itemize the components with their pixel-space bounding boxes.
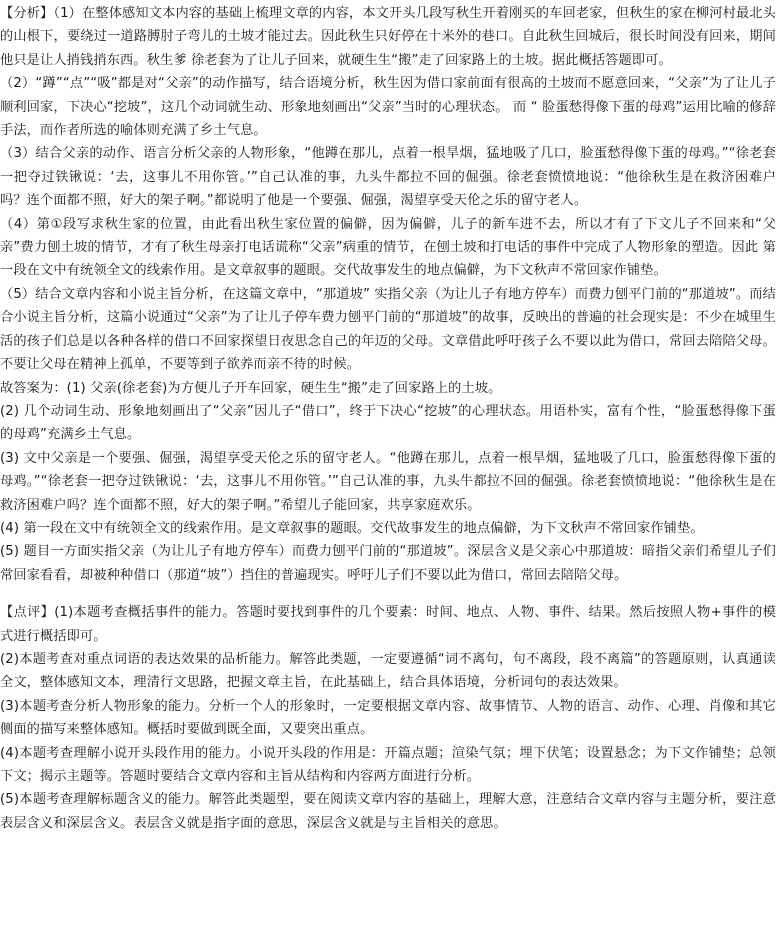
answer-3: (3) 文中父亲是一个要强、倔强，渴望享受天伦之乐的留守老人。“他蹲在那儿，点着一根旱烟，猛地吸了几口，脸蛋愁得像下蛋的母鸡。”“徐老套一把夺过铁锹说：‘去，这事儿不用你管。’”自己认准的事，九头牛都拉不回的倔强。徐老套愤愤地说：“他徐秋生是在救济困难户吗？连个面都不照，好大的架子啊。”希望儿子能回家，共享家庭欢乐。 bbox=[0, 450, 776, 513]
answer-4: (4) 第一段在文中有统领全文的线索作用。是文章叙事的题眼。交代故事发生的地点偏僻，为下文秋声不常回家作铺垫。 bbox=[0, 520, 704, 536]
analysis-paragraph-1: 【分析】（1）在整体感知文本内容的基础上梳理文章的内容，本文开头几段写秋生开着刚买的车回老家，但秋生的家在柳河村最北头的山根下，要绕过一道路膊肘子弯儿的土坡才能过去。因此秋生只好停在十米外的巷口。自此秋生回城后，很长时间没有回来，期间他只是让人捎钱捎东西。秋生爹 徐老套为了让儿子回来，就硬生生“搬”走了回家路上的土坡。据此概括答题即可。 bbox=[0, 6, 776, 68]
comment-5: (5)本题考查理解标题含义的能力。解答此类题型，要在阅读文章内容的基础上，理解大意，注意结合文章内容与主题分析，要注意表层含义和深层含义。表层含义就是指字面的意思，深层含义就是与主旨相关的意思。 bbox=[0, 792, 776, 831]
analysis-paragraph-3: （3）结合父亲的动作、语言分析父亲的人物形象，“他蹲在那儿，点着一根旱烟，猛地吸了几口，脸蛋愁得像下蛋的母鸡。”“徐老套一把夺过铁锹说：‘去，这事儿不用你管。’”自己认准的事，九头牛都拉不回的倔强。徐老套愤愤地说：“他徐秋生是在救济困难户吗？连个面都不照，好大的架子啊。”都说明了他是一个要强、倔强，渴望享受天伦之乐的留守老人。 bbox=[0, 146, 776, 209]
analysis-paragraph-5: （5）结合文章内容和小说主旨分析，在这篇文章中，“那道坡” 实指父亲（为让儿子有地方停车）而费力刨平门前的“那道坡”。而结合小说主旨分析，这篇小说通过“父亲”为了让儿子停车费力刨平门前的“那道坡”的故事，反映出的普遍的社会现实是：不少在城里生活的孩子们总是以各种各样的借口不回家探望日夜思念自己的年迈的父母。文章借此呼吁孩子么不要以此为借口，常回去陪陪父母。不要让父母在精神上孤单，不要等到子欲养而亲不待的时候。 bbox=[0, 286, 776, 373]
analysis-paragraph-4: （4）第①段写求秋生家的位置，由此看出秋生家位置的偏僻，因为偏僻，儿子的新车进不去，所以才有了下文儿子不回来和“父亲”费力刨土坡的情节，才有了秋生母亲打电话谎称“父亲”病重的情节，在刨土坡和打电话的事件中完成了人物形象的塑造。因此 第一段在文中有统领全文的线索作用。是文章叙事的题眼。交代故事发生的地点偏僻，为下文秋声不常回家作铺垫。 bbox=[0, 216, 776, 279]
comment-4: (4)本题考查理解小说开头段作用的能力。小说开头段的作用是：开篇点题；渲染气氛；埋下伏笔；设置悬念；为下文作铺垫；总领下文；揭示主题等。答题时要结合文章内容和主旨从结构和内容两方面进行分析。 bbox=[0, 745, 776, 784]
section-divider bbox=[0, 587, 776, 601]
answer-2: (2) 几个动词生动、形象地刻画出了“父亲”因儿子“借口”，终于下决心“挖坡”的心理状态。用语朴实，富有个性，“脸蛋愁得像下蛋的母鸡”充满乡土气息。 bbox=[0, 403, 776, 443]
answer-5: (5) 题目一方面实指父亲（为让儿子有地方停车）而费力刨平门前的“那道坡”。深层含义是父亲心中那道坡：暗指父亲们希望儿子们常回家看看，却被种种借口（那道“坡”）挡住的普遍现实。呼吁儿子们不要以此为借口，常回去陪陪父母。 bbox=[0, 544, 776, 583]
comment-1: 【点评】(1)本题考查概括事件的能力。答题时要找到事件的几个要素：时间、地点、人物、事件、结果。然后按照人物+事件的模式进行概括即可。 bbox=[0, 605, 776, 644]
comment-2: (2)本题考查对重点词语的表达效果的品析能力。解答此类题，一定要遵循“词不离句，句不离段，段不离篇”的答题原则，认真通读全文，整体感知文本，理清行文思路，把握文章主旨，在此基础上，结合具体语境，分析词句的表达效果。 bbox=[0, 651, 776, 691]
comment-3: (3)本题考查分析人物形象的能力。分析一个人的形象时，一定要根据文章内容、故事情节、人物的语言、动作、心理、肖像和其它侧面的描写来整体感知。概括时要做到既全面，又要突出重点。 bbox=[0, 698, 776, 738]
answer-1: 故答案为：(1) 父亲(徐老套)为方便儿子开车回家，硬生生“搬”走了回家路上的土坡。 bbox=[0, 380, 502, 396]
analysis-paragraph-2: （2）“蹲”“点”“吸”都是对“父亲”的动作描写，结合语境分析，秋生因为借口家前面有很高的土坡而不愿意回来，“父亲”为了让儿子顺利回家，下决心“挖坡”，这几个动词就生动、形象地刻画出“父亲”当时的心理状态。 而 “ 脸蛋愁得像下蛋的母鸡”运用比喻的修辞手法，而作者所选的喻体则充满了乡土气息。 bbox=[0, 76, 776, 139]
